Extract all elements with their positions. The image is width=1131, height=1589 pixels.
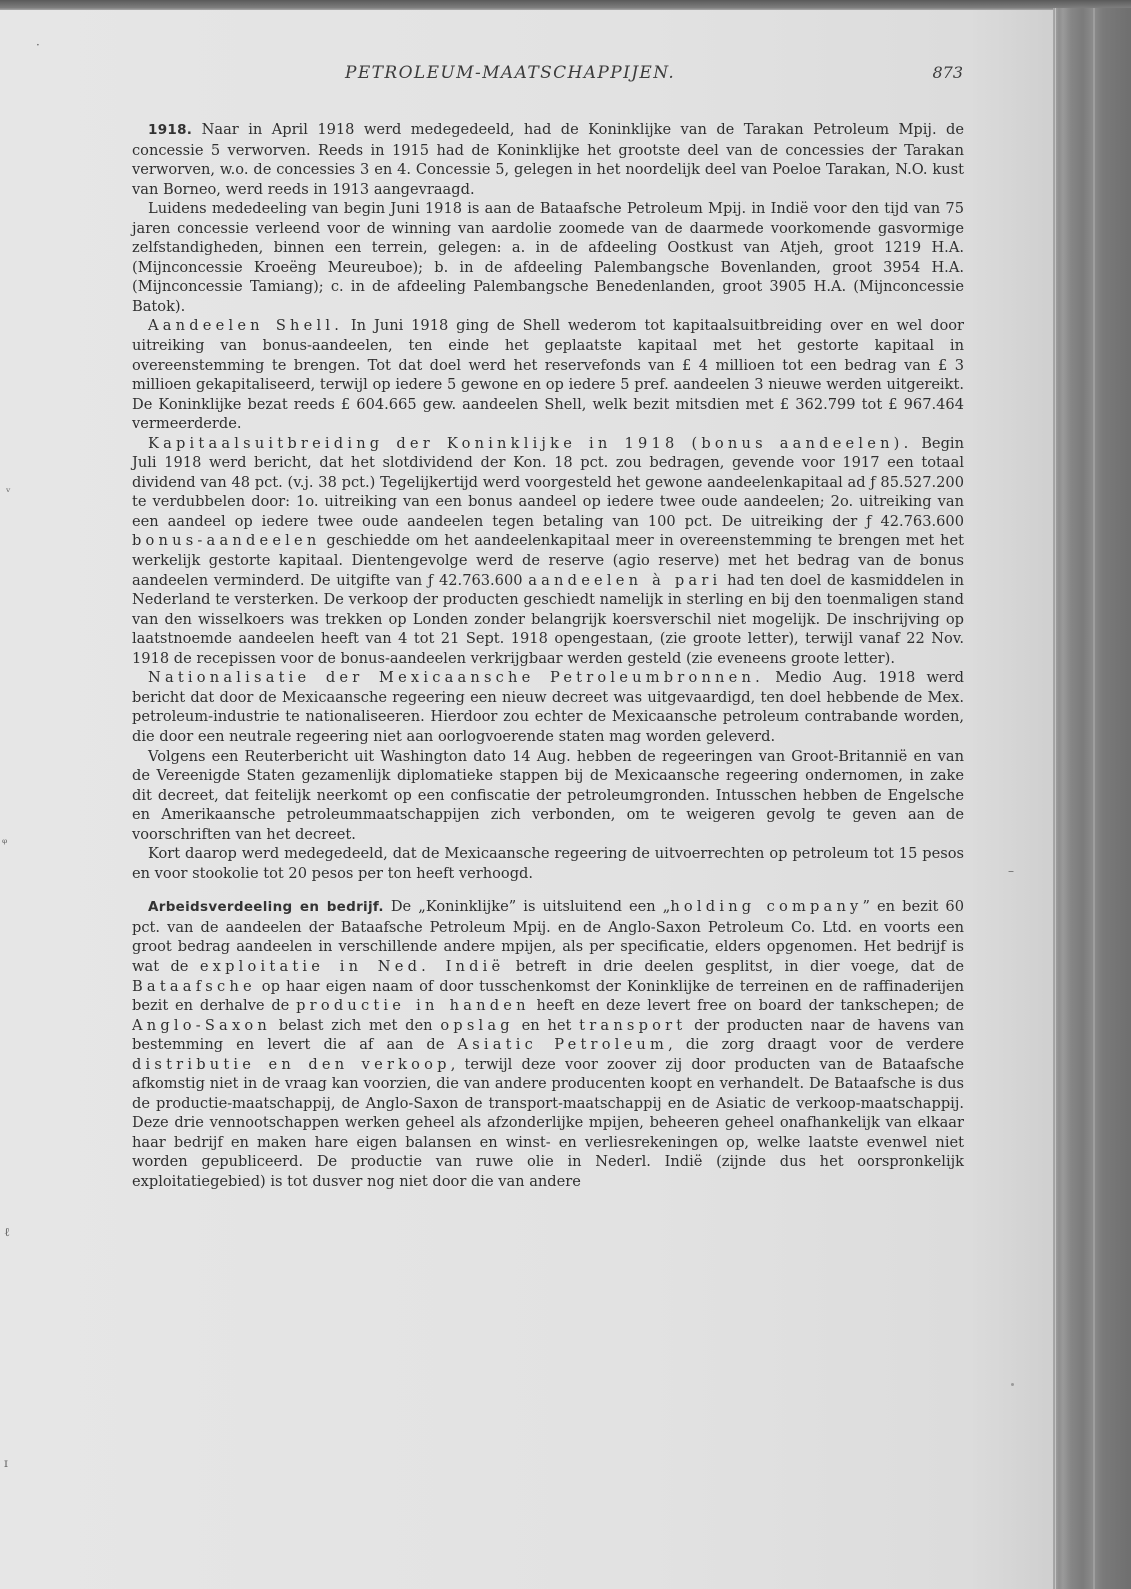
- paragraph-text: , terwijl deze voor zoover zij door producten van de Bataafsche afkomstig niet in de vraag kan voorzien, die van andere producenten koopt en verhandelt. De Bataafsche is dus de productie-maatschappij, de Anglo-Saxon de transport-maatschappij en de Asiatic de verkoop-maatschappij. Deze drie vennootschappen werken geheel als afzonderlijke mpijen, beheeren geheel onafhankelijk van elkaar haar bedrijf en maken hare eigen balansen en winst- en verliesrekeningen op, welke laatste evenwel niet worden gepubliceerd. De productie van ruwe olie in Nederl. Indië (zijnde dus het oorspronkelijk exploitatiegebied) is tot dusver nog niet door die van andere: [132, 1055, 964, 1190]
- paragraph-text: Volgens een Reuterbericht uit Washington dato 14 Aug. hebben de regeeringen van Groot-Britannië en van de Vereenigde Staten gezamenlijk diplomatieke stappen bij de Mexicaansche regeering ondernomen, in zake dit decreet, dat feitelijk neerkomt op een confiscatie der petroleumgronden. Intusschen hebben de Engelsche en Amerikaansche petroleummaatschappijen zich verbonden, om te weigeren gevolg te geven aan de voorschriften van het decreet.: [132, 747, 964, 843]
- margin-mark: ᵠ: [2, 836, 8, 850]
- paragraph-text: geschiedde om het aandeelenkapitaal meer in overeenstemming te brengen met het werkelijk gestorte kapitaal. Dientengevolge werd de reserve (agio reserve) met het bedrag van de bonus aandeelen verminderd. De uitgifte van ƒ 42.763.600: [132, 532, 964, 589]
- margin-mark: –: [1008, 864, 1014, 878]
- paragraph-text: heeft en deze levert free on board der tankschepen; de: [529, 997, 964, 1015]
- paragraph-text: Medio Aug. 1918 werd bericht dat door de Mexicaansche regeering een nieuw decreet was uitgevaardigd, ten doel hebbende de Mex. petroleum-industrie te nationaliseeren. Hierdoor zou echter de Mexicaansche petroleum contrabande worden, die door een neutrale regeering niet aan oorlogvoerende staten mag worden geleverd.: [132, 669, 965, 745]
- paragraph-text: De „Koninklijke” is uitsluitend een „: [383, 898, 671, 916]
- emphasis-text: holding company: [670, 898, 863, 916]
- paragraph-text: ” en bezit 60 pct. van de aandeelen der Bataafsche Petroleum Mpij. en de Anglo-Saxon Petroleum Co. Ltd. en voorts een groot bedrag aandeelen in verschillende andere mpijen, als per specificatie, elders opgenomen. Het bedrijf is wat de: [132, 898, 964, 975]
- emphasis-text: opslag: [440, 1016, 514, 1034]
- paragraph-arbeidsverdeeling: [132, 897, 964, 1191]
- paragraph-text: belast zich met den: [270, 1016, 441, 1034]
- paragraph-text: Naar in April 1918 werd medegedeeld, had de Koninklijke van de Tarakan Petroleum Mpij. de concessie 5 verworven. Reeds in 1915 had de Koninklijke het grootste deel van de concessies der Tarakan verworven, w.o. de concessies 3 en 4. Concessie 5, gelegen in het noordelijk deel van Poeloe Tarakan, N.O. kust van Borneo, werd reeds in 1913 aangevraagd.: [132, 121, 964, 198]
- paragraph-lead: 1918.: [148, 122, 193, 138]
- paragraph-text: en het: [513, 1016, 580, 1034]
- book-binding-edge: [1053, 8, 1131, 1589]
- paragraph-1918-tarakan: [132, 120, 964, 199]
- paragraph-text: betreft in drie deelen gesplitst, in dier voege, dat de: [504, 957, 964, 975]
- paragraph-aandeelen-shell: [132, 316, 964, 433]
- paragraph-text: Luidens mededeeling van begin Juni 1918 is aan de Bataafsche Petroleum Mpij. in Indië voor den tijd van 75 jaren concessie verleend voor de winning van aardolie zoomede van de daarmede voorkomende gasvormige zelfstandigheden, binnen een terrein, gelegen: a. in de afdeeling Oostkust van Atjeh, groot 1219 H.A. (Mijnconcessie Kroeëng Meureuboe); b. in de afdeeling Palembangsche Bovenlanden, groot 3954 H.A. (Mijnconcessie Tamiang); c. in de afdeeling Palembangsche Benedenlanden, groot 3905 H.A. (Mijnconcessie Batok).: [132, 200, 964, 315]
- page-number: 873: [932, 63, 963, 82]
- margin-mark: ℓ: [4, 1225, 10, 1239]
- paper-speck: [1011, 1383, 1014, 1386]
- emphasis-text: Asiatic Petroleum: [457, 1036, 669, 1054]
- paragraph-lead: Arbeidsverdeeling en bedrijf.: [148, 899, 384, 916]
- margin-speck: ·: [36, 38, 40, 52]
- paragraph-nationalisatie: [132, 668, 964, 746]
- emphasis-text: Bataafsche: [132, 977, 256, 995]
- paragraph-text: der producten naar de havens van bestemming en levert die af aan de: [132, 1016, 964, 1054]
- emphasis-text: Anglo-Saxon: [132, 1016, 271, 1034]
- paragraph-text: op haar eigen naam of door tusschenkomst der Koninklijke de terreinen en de raffinaderijen bezit en derhalve de: [132, 977, 964, 1015]
- emphasis-text: exploitatie in Ned. Indië: [199, 957, 505, 975]
- emphasis-text: productie in handen: [296, 997, 530, 1015]
- paragraph-lead: Kapitaalsuitbreiding der Koninklijke in 1918 (bonus aandeelen).: [148, 434, 913, 452]
- paragraph-text: had ten doel de kasmiddelen in Nederland te versterken. De verkoop der producten geschiedt namelijk in sterling en bij den toenmaligen stand van den wisselkoers was trekken op Londen zonder belangrijk koersverschil niet mogelijk. De inschrijving op laatstnoemde aandeelen heeft van 4 tot 21 Sept. 1918 opengestaan, (zie groote letter), terwijl vanaf 22 Nov. 1918 de recepissen voor de bonus-aandeelen verkrijgbaar werden gesteld (zie eveneens groote letter).: [132, 571, 964, 667]
- paragraph-text: Kort daarop werd medegedeeld, dat de Mexicaansche regeering de uitvoerrechten op petroleum tot 15 pesos en voor stookolie tot 20 pesos per ton heeft verhoogd.: [132, 845, 964, 882]
- margin-mark: ɪ: [4, 1456, 8, 1470]
- paragraph-lead: Aandeelen Shell.: [148, 317, 344, 335]
- emphasis-text: distributie en den verkoop: [132, 1055, 451, 1073]
- body-text: [132, 120, 964, 1192]
- running-title: PETROLEUM-MAATSCHAPPIJEN.: [345, 63, 676, 83]
- paragraph-reuterbericht: [132, 747, 964, 845]
- paragraph-bataafsche-concessie: [132, 199, 964, 316]
- emphasis-text: aandeelen à pari: [528, 571, 722, 589]
- running-header: [135, 63, 973, 87]
- emphasis-text: transport: [579, 1016, 687, 1034]
- paragraph-kapitaalsuitbreiding: [132, 434, 964, 669]
- margin-mark: ᵛ: [6, 485, 11, 499]
- paragraph-text: In Juni 1918 ging de Shell wederom tot kapitaalsuitbreiding over en wel door uitreiking van bonus-aandeelen, ten einde het geplaatste kapitaal met het gestorte kapitaal in overeenstemming te brengen. Tot dat doel werd het reservefonds van £ 4 millioen tot een bedrag van £ 3 millioen gekapitaliseerd, terwijl op iedere 5 gewone en op iedere 5 pref. aandeelen 3 nieuwe werden uitgereikt. De Koninklijke bezat reeds £ 604.665 gew. aandeelen Shell, welk bezit mitsdien met £ 362.799 tot £ 967.464 vermeerderde.: [132, 317, 964, 433]
- paragraph-text: , die zorg draagt voor de verdere: [668, 1036, 964, 1054]
- paragraph-uitvoerrechten: [132, 844, 964, 883]
- paragraph-text: Begin Juli 1918 werd bericht, dat het slotdividend der Kon. 18 pct. zou bedragen, gevende voor 1917 een totaal dividend van 48 pct. (v.j. 38 pct.) Tegelijkertijd werd voorgesteld het gewone aandeelenkapitaal ad ƒ 85.527.200 te verdubbelen door: 1o. uitreiking van een bonus aandeel op iedere twee oude aandeelen; 2o. uitreiking van een aandeel op iedere twee oude aandeelen tegen betaling van 100 pct. De uitreiking der ƒ 42.763.600: [132, 434, 964, 530]
- paragraph-lead: Nationalisatie der Mexicaansche Petroleumbronnen.: [148, 669, 764, 687]
- emphasis-text: bonus-aandeelen: [132, 532, 321, 550]
